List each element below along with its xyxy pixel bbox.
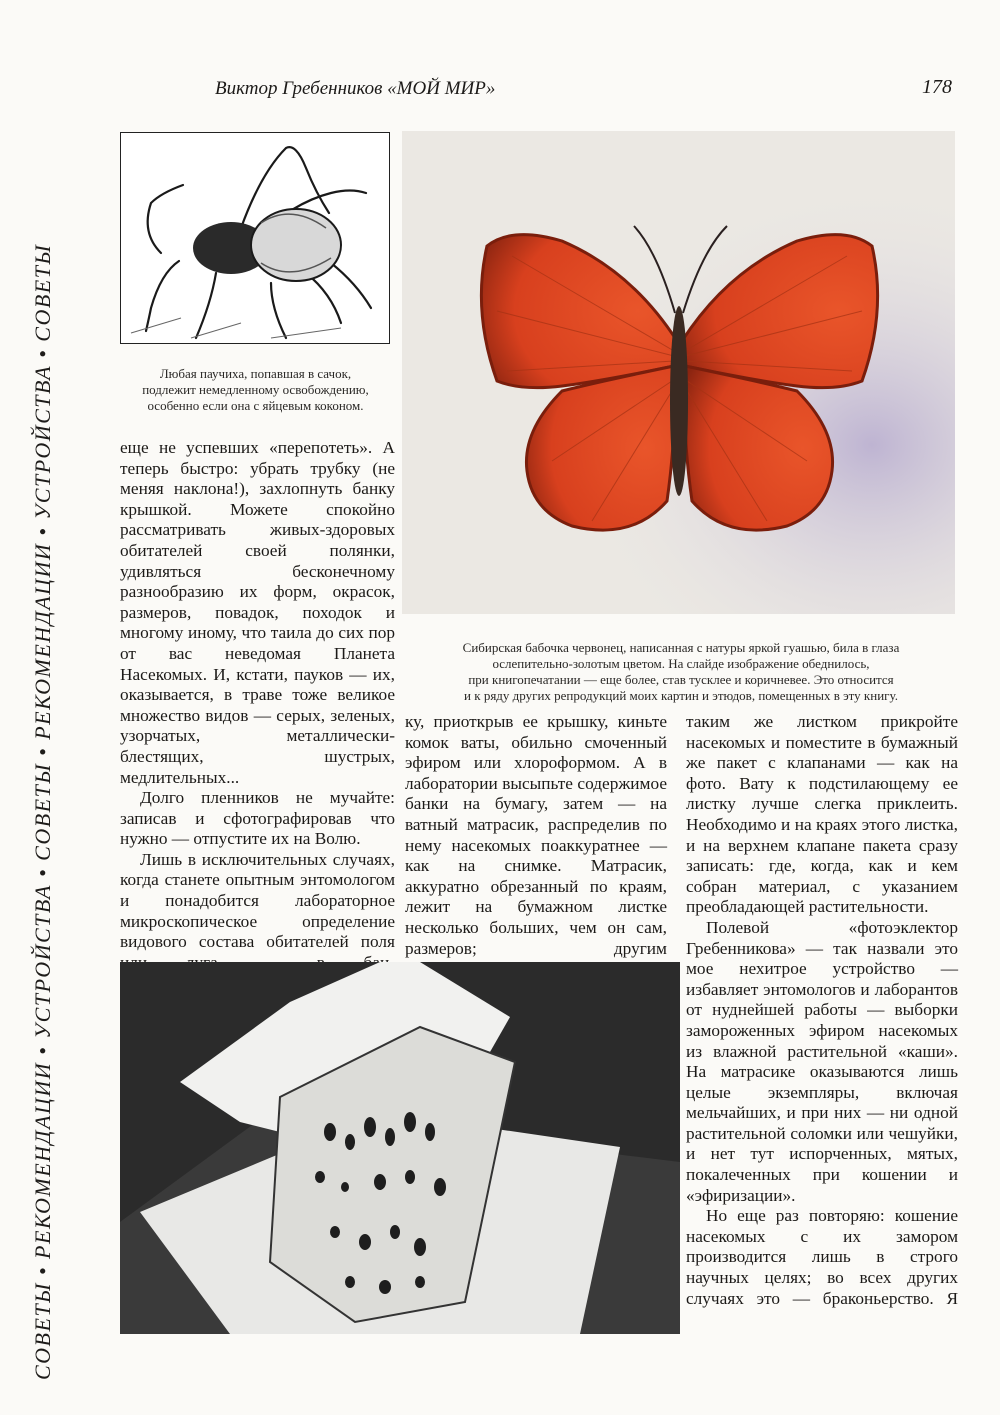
caption-line: подлежит немедленному освобождению, (142, 382, 369, 397)
spider-leg (271, 283, 286, 338)
caption-line: и к ряду других репродукций моих картин и этюдов, помещенных в эту книгу. (464, 688, 898, 703)
caption-line: ослепительно-золотым цветом. На слайде изображение обеднилось, (492, 656, 870, 671)
caption-line: при книгопечатании — еще более, став тусклее и коричневее. Это относится (468, 672, 894, 687)
text-column-2 (405, 712, 667, 959)
spider-leg (196, 273, 216, 338)
butterfly-drawing (402, 131, 955, 614)
insect-mattress-photo (120, 962, 680, 1334)
paragraph: ку, приоткрыв ее крышку, киньте комок ваты, обильно смоченный эфиром или хлороформом. А в лаборатории высыпьте содержимое банки на бумагу, затем — на ватный матрасик, распределив по нему насекомых поаккуратнее — как на снимке. Матрасик, аккуратно обрезанный по краям, лежит на бумажном листке несколько больших, чем он сам, размеров; другим (405, 712, 667, 958)
butterfly-body (670, 306, 688, 496)
spider-drawing (121, 133, 389, 343)
paragraph: Но еще раз повторяю: кошение насекомых с их замором производится лишь в строго научных целях; во всех других случаях это — браконьерство. Я (686, 1206, 958, 1308)
photo-drawing (120, 962, 680, 1334)
paragraph: еще не успевших «перепотеть». А теперь быстро: убрать трубку (не меняя наклона!), захлопнуть банку крышкой. Можете спокойно рассматривать живых-здоровых обитателей своей полянки, удивляться бесконечному разнообразию их форм, окрасок, размеров, повадок, походок и многому иному, что таила до сих пор от вас неведомая Планета Насекомых. И, кстати, пауков — их, оказывается, в траве тоже великое множество видов — серых, зеленых, узорчатых, металлически-блестящих, шустрых, медлительных... (120, 438, 395, 787)
paragraph: Долго пленников не мучайте: записав и сфотографировав что нужно — отпустите их на Волю. (120, 788, 395, 849)
paragraph: Полевой «фотоэклектор Гребенникова» — так назвали это мое нехитрое устройство — избавляет энтомологов и лаборантов от нуднейшей работы — выборки замороженных эфиром насекомых из влажной растительной «каши». На матрасике оказываются лишь целые экземпляры, включая мельчайших, и при них — ни одной растительной соломки или чешуйки, и нет тут испорченных, мятых, покалеченных при кошении и «эфиризации». (686, 917, 958, 1205)
butterfly-caption (405, 640, 957, 704)
spider-leg (331, 263, 371, 308)
egg-cocoon (251, 209, 341, 281)
paragraph: таким же листком прикройте насекомых и поместите в бумажный же пакет с клапанами — как на фото. Вату к подстилающему ее листку лучше слегка приклеить. Необходимо и на краях этого листка, и на верхнем клапане пакета сразу записать: где, когда, как и кем собран материал, с указанием преобладающей растительности. (686, 712, 958, 917)
spider-caption (118, 366, 393, 414)
spider-leg (148, 185, 183, 253)
text-column-1 (120, 438, 395, 973)
text-column-3 (686, 712, 958, 1309)
running-header: Виктор Гребенников «МОЙ МИР» (215, 78, 496, 99)
caption-line: Любая паучиха, попавшая в сачок, (159, 366, 352, 381)
page-number: 178 (922, 76, 952, 98)
caption-line: особенно если она с яйцевым коконом. (147, 398, 364, 413)
butterfly-painting (402, 131, 955, 614)
caption-line: Сибирская бабочка червонец, написанная с натуры яркой гуашью, била в глаза (462, 640, 900, 655)
paragraph: Лишь в исключительных случаях, когда станете опытным энтомологом и понадобится лабораторное микроскопическое определение видового состава обитателей поля (120, 849, 395, 952)
vertical-section-label: СОВЕТЫ • РЕКОМЕНДАЦИИ • УСТРОЙСТВА • СОВЕТЫ • РЕКОМЕНДАЦИИ • УСТРОЙСТВА • СОВЕТЫ (30, 243, 55, 1380)
spider-leg (306, 273, 341, 323)
spider-illustration (120, 132, 390, 344)
